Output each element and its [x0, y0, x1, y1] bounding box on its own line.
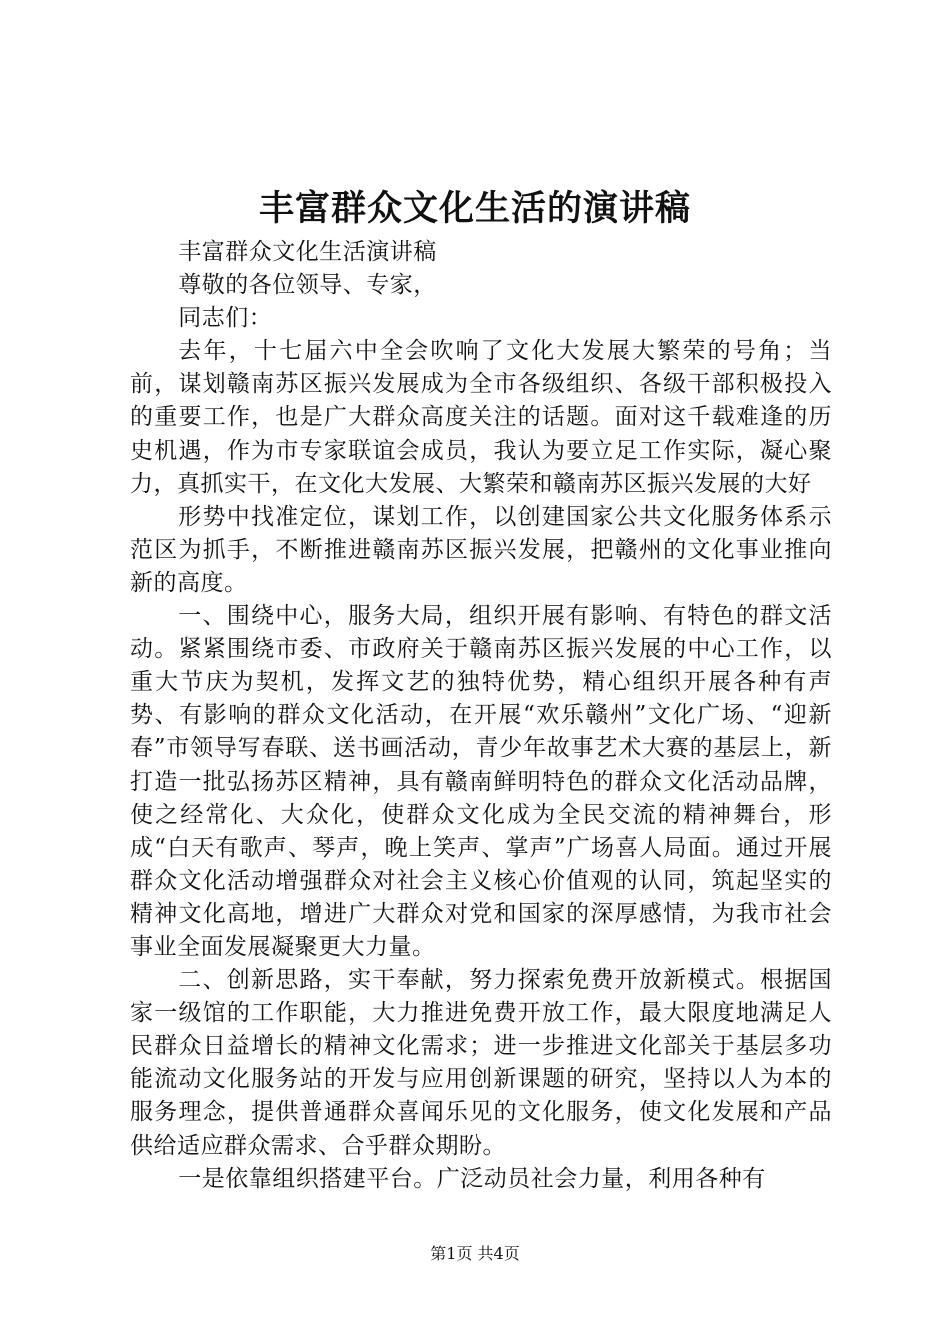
paragraph-intro-continued: 形势中找准定位，谋划工作，以创建国家公共文化服务体系示范区为抓手，不断推进赣南苏区振兴发展，把赣州的文化事业推向新的高度。 [130, 503, 832, 596]
paragraph-greeting: 同志们： [178, 305, 273, 332]
paragraph-salutation: 尊敬的各位领导、专家， [178, 272, 437, 299]
paragraph-section-one: 一、围绕中心，服务大局，组织开展有影响、有特色的群文活动。紧紧围绕市委、市政府关于赣南苏区振兴发展的中心工作，以重大节庆为契机，发挥文艺的独特优势，精心组织开展各种有声势、有影响的群众文化活动，在开展“欢乐赣州”文化广场、“迎新春”市领导写春联、送书画活动，青少年故事艺术大赛的基层上，新打造一批弘扬苏区精神，具有赣南鲜明特色的群众文化活动品牌，使之经常化、大众化，使群众文化成为全民交流的精神舞台，形成“白天有歌声、琴声，晚上笑声、掌声”广场喜人局面。通过开展群众文化活动增强群众对社会主义核心价值观的认同，筑起坚实的精神文化高地，增进广大群众对党和国家的深厚感情，为我市社会事业全面发展凝聚更大力量。 [130, 603, 832, 960]
paragraph-subtitle: 丰富群众文化生活演讲稿 [178, 239, 437, 265]
paragraph-point-one: 一是依靠组织搭建平台。广泛动员社会力量，利用各种有 [178, 1165, 766, 1192]
paragraph-section-two: 二、创新思路，实干奉献，努力探索免费开放新模式。根据国家一级馆的工作职能，大力推进免费开放工作，最大限度地满足人民群众日益增长的精神文化需求；进一步推进文化部关于基层多功能流动文化服务站的开发与应用创新课题的研究，坚持以人为本的服务理念，提供普通群众喜闻乐见的文化服务，使文化发展和产品供给适应群众需求、合乎群众期盼。 [130, 967, 832, 1159]
paragraph-intro: 去年，十七届六中全会吹响了文化大发展大繁荣的号角；当前，谋划赣南苏区振兴发展成为全市各级组织、各级干部积极投入的重要工作，也是广大群众高度关注的话题。面对这千载难逢的历史机遇，作为市专家联谊会成员，我认为要立足工作实际，凝心聚力，真抓实干，在文化大发展、大繁荣和赣南苏区振兴发展的大好 [130, 338, 832, 497]
page-number-footer: 第1页 共4页 [430, 1244, 520, 1263]
document-body [130, 236, 832, 1196]
document-title: 丰富群众文化生活的演讲稿 [258, 188, 691, 229]
